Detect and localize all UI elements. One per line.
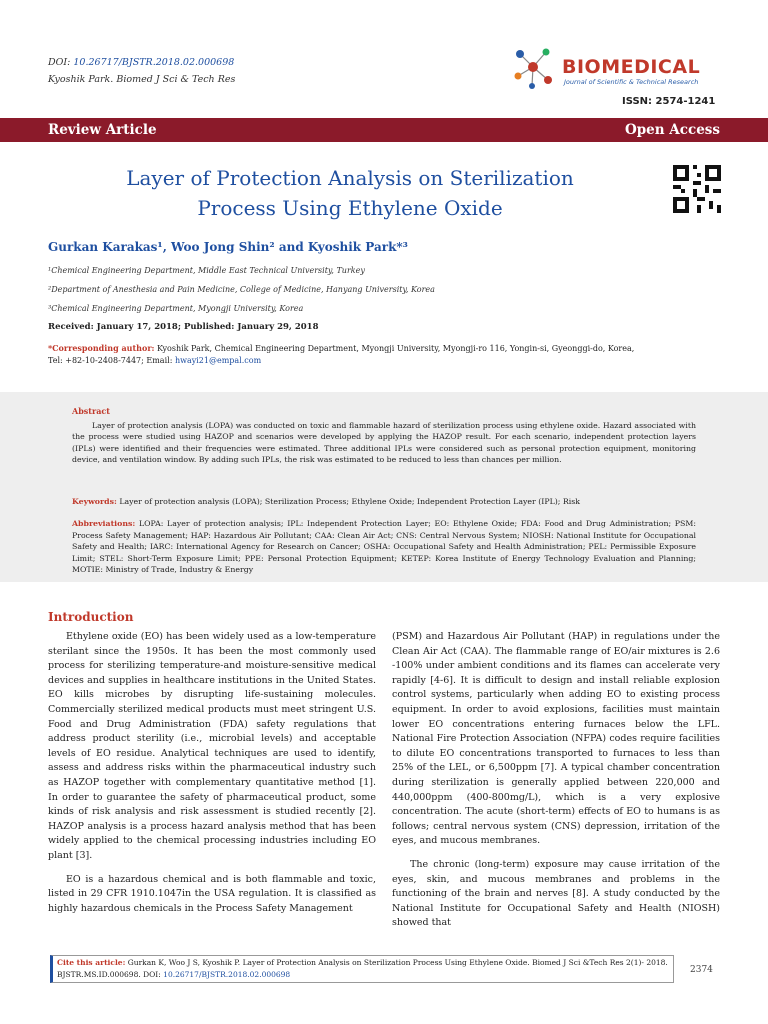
title-line-2: Process Using Ethylene Oxide [197, 196, 503, 220]
abstract-text: Layer of protection analysis (LOPA) was conducted on toxic and flammable hazard of sterilization process using ethylene oxide. Hazard associated with the process were studied using HAZOP and scenarios were developed by applying the HAZOP result. For each scenario, independent protection layers (IPLs) were identified and their frequencies were estimated. Three additional IPLs were considered such as personal protection equipment, monitoring device, and ventilation window. By adding such IPLs, the risk was estimated to be reduced to less than chances per million. [72, 421, 696, 464]
affiliation-3: ³Chemical Engineering Department, Myongji University, Korea [48, 304, 304, 313]
title-line-1: Layer of Protection Analysis on Sterilization [126, 166, 574, 190]
keywords [72, 496, 696, 507]
corresponding-email-link[interactable]: hwayi21@empal.com [174, 356, 262, 365]
qr-code-icon[interactable] [673, 165, 721, 213]
cite-doi-link[interactable]: 10.26717/BJSTR.2018.02.000698 [163, 970, 291, 979]
doi-label: DOI: [48, 57, 71, 68]
column-left [48, 630, 376, 925]
page-number: 2374 [690, 965, 713, 975]
molecule-logo-icon [510, 44, 556, 90]
logo-brand: BIOMEDICAL [562, 56, 701, 78]
paragraph: EO is a hazardous chemical and is both flammable and toxic, listed in 29 CFR 1910.1047in the USA regulation. It is classified as highly hazardous chemicals in the Process Safety Management [48, 873, 376, 914]
author-list: Gurkan Karakas¹, Woo Jong Shin² and Kyoshik Park*³ [48, 240, 408, 254]
column-right [392, 630, 720, 940]
abbreviations-text: LOPA: Layer of protection analysis; IPL: Independent Protection Layer; EO: Ethylene Oxide; FDA: Food and Drug Administration; PSM: Process Safety Management; HAP: Hazardous Air Pollutant; CAA: Clean Air Act; CNS: Central Nervous System; NIOSH: National Institute for Occupational Safety and Health; IARC: International Agency for Research on Cancer; OSHA: Occupational Safety and Health Administration; PEL: Permissible Exposure Limit; STEL: Short-Term Exposure Limit; PPE: Personal Protection Equipment; KETEP: Korea Institute of Energy Technology Evaluation and Planning; MOTIE: Ministry of Trade, Industry & Energy [72, 519, 696, 575]
paragraph: Ethylene oxide (EO) has been widely used as a low-temperature sterilant since the 1950s. It has been the most commonly used process for sterilizing temperature-and moisture-sensitive medical devices and supplies in healthcare institutions in the United States. EO kills microbes by disrupting life-sustaining molecules. Commercially sterilized medical products must meet stringent U.S. Food and Drug Administration (FDA) safety regulations that address product sterility (i.e., microbial levels) and acceptable levels of EO residue. Analytical techniques are used to identify, assess and address risks within the pharmaceutical industry such as HAZOP together with complementary quantitative method [1]. In order to guarantee the safety of pharmaceutical product, some kinds of risk analysis and risk assessment is studied recently [2]. HAZOP analysis is a process hazard analysis method that has been widely applied to the chemical processing industries including EO plant [3]. [48, 631, 376, 861]
doi-link[interactable]: 10.26717/BJSTR.2018.02.000698 [73, 57, 235, 68]
open-access-label: Open Access [624, 122, 720, 138]
abbreviations-label: Abbreviations: [72, 519, 136, 528]
keywords-text: Layer of protection analysis (LOPA); Sterilization Process; Ethylene Oxide; Independent Protection Layer (IPL); Risk [119, 497, 580, 506]
review-article-label: Review Article [48, 122, 157, 138]
running-author: Kyoshik Park. Biomed J Sci & Tech Res [48, 74, 236, 85]
issn: ISSN: 2574-1241 [622, 96, 716, 107]
cite-label: Cite this article: [57, 958, 126, 967]
affiliation-1: ¹Chemical Engineering Department, Middle East Technical University, Turkey [48, 266, 365, 275]
article-type-bar [0, 118, 768, 142]
affiliation-2: ²Department of Anesthesia and Pain Medicine, College of Medicine, Hanyang University, Korea [48, 285, 435, 294]
dates: Received: January 17, 2018; Published: January 29, 2018 [48, 322, 319, 332]
cite-box [50, 955, 674, 983]
corresponding-tel: Tel: +82-10-2408-7447; Email: [48, 356, 173, 365]
introduction-heading: Introduction [48, 610, 134, 624]
abstract-heading: Abstract [72, 406, 110, 416]
paragraph: The chronic (long-term) exposure may cause irritation of the eyes, skin, and mucous membranes and problems in the functioning of the brain and nerves [8]. A study conducted by the National Institute for Occupational Safety and Health (NIOSH) showed that [392, 858, 720, 929]
logo-subtitle: Journal of Scientific & Technical Research [564, 78, 699, 86]
article-title [60, 163, 640, 223]
keywords-label: Keywords: [72, 497, 117, 506]
corresponding-author [48, 342, 728, 367]
corresponding-text: Kyoshik Park, Chemical Engineering Department, Myongji University, Myongji-ro 116, Yongin-si, Gyeonggi-do, Korea, [157, 344, 635, 353]
corresponding-label: *Corresponding author: [48, 343, 155, 353]
doi-line [48, 57, 234, 68]
cite-text: Gurkan K, Woo J S, Kyoshik P. Layer of Protection Analysis on Sterilization Process Using Ethylene Oxide. Biomed J Sci &Tech Res 2(1)- 2018. BJSTR.MS.ID.000698. DOI: [57, 958, 668, 979]
journal-logo [510, 44, 720, 90]
paragraph: (PSM) and Hazardous Air Pollutant (HAP) in regulations under the Clean Air Act (CAA). The flammable range of EO/air mixtures is 2.6 -100% under ambient conditions and its flames can accelerate very rapidly [4-6]. It is difficult to design and install reliable explosion control systems, particularly when adding EO to existing process equipment. In order to avoid explosions, facilities must maintain lower EO concentrations entering furnaces below the LFL. National Fire Protection Association (NFPA) codes require facilities to dilute EO concentrations transported to furnaces to less than 25% of the LEL, or 6,500ppm [7]. A typical chamber concentration during sterilization is generally applied between 220,000 and 440,000ppm (400-800mg/L), which is a very explosive concentration. The acute (short-term) effects of EO to humans is as follows; central nervous system (CNS) depression, irritation of the eyes, and mucous membranes. [392, 631, 720, 847]
abbreviations [72, 518, 696, 576]
